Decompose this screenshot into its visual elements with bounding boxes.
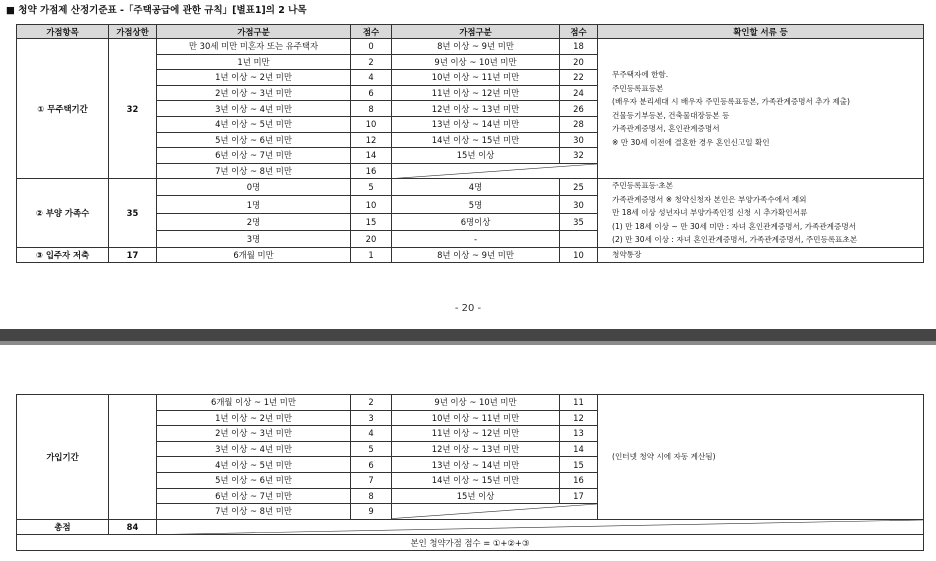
right-label: 12년 이상 ~ 13년 미만 [392, 101, 560, 117]
right-label: 11년 이상 ~ 12년 미만 [392, 85, 560, 101]
left-score: 1 [351, 247, 392, 263]
section-max [109, 395, 157, 520]
left-label: 1명 [157, 196, 351, 213]
left-label: 3년 이상 ~ 4년 미만 [157, 101, 351, 117]
doc-line: 주민등록표등본 [612, 83, 664, 93]
right-score: 15 [560, 457, 598, 473]
table-row [17, 179, 924, 196]
page-title: ■ 청약 가점제 산정기준표 -「주택공급에 관한 규칙」[별표1]의 2 나목 [6, 5, 307, 16]
right-label: 14년 이상 ~ 15년 미만 [392, 472, 560, 488]
left-label: 6개월 이상 ~ 1년 미만 [157, 395, 351, 411]
right-label: 13년 이상 ~ 14년 미만 [392, 116, 560, 132]
doc-line: 건물등기부등본, 건축물대장등본 등 [612, 110, 730, 120]
left-score: 3 [351, 410, 392, 426]
right-label: - [392, 230, 560, 247]
right-label: 12년 이상 ~ 13년 미만 [392, 441, 560, 457]
header-documents: 확인할 서류 등 [598, 25, 924, 39]
doc-line: 가족관계증명서 ※ 청약신청자 본인은 부양가족수에서 제외 [612, 194, 807, 204]
doc-line: (1) 만 18세 이상 ~ 만 30세 미만 : 자녀 혼인관계증명서, 가족관계증명서 [612, 221, 857, 231]
left-score: 5 [351, 441, 392, 457]
left-score: 12 [351, 132, 392, 148]
right-score: 12 [560, 410, 598, 426]
left-score: 8 [351, 488, 392, 504]
right-score: 17 [560, 488, 598, 504]
total-formula: 본인 청약가점 점수 = ①+②+③ [17, 535, 924, 551]
left-label: 2년 이상 ~ 3년 미만 [157, 85, 351, 101]
left-label: 4년 이상 ~ 5년 미만 [157, 116, 351, 132]
scoring-table-top [16, 24, 924, 263]
right-label: 10년 이상 ~ 11년 미만 [392, 410, 560, 426]
page-separator [0, 329, 936, 341]
left-score: 9 [351, 504, 392, 520]
right-score: 10 [560, 247, 598, 263]
section-max: 17 [109, 247, 157, 263]
right-score: 24 [560, 85, 598, 101]
section-name: ① 무주택기간 [17, 39, 109, 179]
left-label: 6년 이상 ~ 7년 미만 [157, 148, 351, 164]
right-score: 30 [560, 196, 598, 213]
right-label: 11년 이상 ~ 12년 미만 [392, 426, 560, 442]
left-label: 3년 이상 ~ 4년 미만 [157, 441, 351, 457]
right-score: 13 [560, 426, 598, 442]
left-label: 1년 이상 ~ 2년 미만 [157, 70, 351, 86]
right-score: 26 [560, 101, 598, 117]
documents-cell [598, 39, 924, 179]
right-label: 15년 이상 [392, 148, 560, 164]
table-row [17, 247, 924, 263]
right-label: 9년 이상 ~ 10년 미만 [392, 54, 560, 70]
doc-line: 가족관계증명서, 혼인관계증명서 [612, 124, 720, 134]
right-label: 10년 이상 ~ 11년 미만 [392, 70, 560, 86]
left-score: 5 [351, 179, 392, 196]
left-score: 6 [351, 85, 392, 101]
left-score: 2 [351, 54, 392, 70]
left-label: 0명 [157, 179, 351, 196]
empty-cell-diagonal [392, 163, 598, 179]
right-score: 16 [560, 472, 598, 488]
left-label: 1년 미만 [157, 54, 351, 70]
right-label: 5명 [392, 196, 560, 213]
right-label: 8년 이상 ~ 9년 미만 [392, 39, 560, 55]
table-row [17, 395, 924, 411]
header-item: 가점항목 [17, 25, 109, 39]
left-score: 8 [351, 101, 392, 117]
right-label: 9년 이상 ~ 10년 미만 [392, 395, 560, 411]
header-score: 점수 [351, 25, 392, 39]
documents-cell: 청약통장 [598, 247, 924, 263]
right-score: 20 [560, 54, 598, 70]
left-score: 4 [351, 426, 392, 442]
left-score: 14 [351, 148, 392, 164]
left-label: 7년 이상 ~ 8년 미만 [157, 504, 351, 520]
left-label: 2명 [157, 213, 351, 230]
left-score: 15 [351, 213, 392, 230]
right-label: 14년 이상 ~ 15년 미만 [392, 132, 560, 148]
left-score: 16 [351, 163, 392, 179]
doc-line: (2) 만 30세 이상 : 자녀 혼인관계증명서, 가족관계증명서, 주민등록표초본 [612, 235, 858, 245]
header-category: 가점구분 [392, 25, 560, 39]
diagonal-line [392, 164, 597, 179]
section-name: 가입기간 [17, 395, 109, 520]
doc-line: 만 18세 이상 성년자녀 부양가족인정 신청 시 추가확인서류 [612, 208, 808, 218]
empty-cell-diagonal [392, 504, 598, 520]
right-score: 32 [560, 148, 598, 164]
table-row [17, 39, 924, 55]
empty-cell-diagonal [157, 519, 924, 535]
formula-row [17, 535, 924, 551]
header-score: 점수 [560, 25, 598, 39]
left-label: 6년 이상 ~ 7년 미만 [157, 488, 351, 504]
left-label: 1년 이상 ~ 2년 미만 [157, 410, 351, 426]
section-max: 35 [109, 179, 157, 248]
left-score: 2 [351, 395, 392, 411]
table-header-row [17, 25, 924, 39]
right-score: 11 [560, 395, 598, 411]
documents-cell [598, 179, 924, 248]
left-label: 4년 이상 ~ 5년 미만 [157, 457, 351, 473]
documents-cell: (인터넷 청약 시에 자동 계산됨) [598, 395, 924, 520]
header-max: 가점상한 [109, 25, 157, 39]
left-score: 6 [351, 457, 392, 473]
right-label: 15년 이상 [392, 488, 560, 504]
doc-line: ※ 만 30세 이전에 결혼한 경우 혼인신고일 확인 [612, 137, 770, 147]
left-score: 20 [351, 230, 392, 247]
left-label: 6개월 미만 [157, 247, 351, 263]
right-score: 22 [560, 70, 598, 86]
left-label: 7년 이상 ~ 8년 미만 [157, 163, 351, 179]
header-category: 가점구분 [157, 25, 351, 39]
doc-line: 무주택자에 한함. [612, 70, 669, 80]
right-score: 30 [560, 132, 598, 148]
scoring-table-bottom [16, 394, 924, 551]
doc-line: 주민등록표등·초본 [612, 181, 674, 191]
left-label: 3명 [157, 230, 351, 247]
left-label: 2년 이상 ~ 3년 미만 [157, 426, 351, 442]
section-name: ② 부양 가족수 [17, 179, 109, 248]
left-score: 7 [351, 472, 392, 488]
diagonal-line [157, 520, 923, 535]
total-label: 총점 [17, 519, 109, 535]
total-row [17, 519, 924, 535]
right-label: 8년 이상 ~ 9년 미만 [392, 247, 560, 263]
right-score: 35 [560, 213, 598, 230]
right-label: 13년 이상 ~ 14년 미만 [392, 457, 560, 473]
left-score: 10 [351, 116, 392, 132]
right-score: 28 [560, 116, 598, 132]
left-score: 4 [351, 70, 392, 86]
section-max: 32 [109, 39, 157, 179]
diagonal-line [392, 504, 597, 519]
total-max: 84 [109, 519, 157, 535]
right-score: 25 [560, 179, 598, 196]
page-number: - 20 - [454, 303, 482, 314]
left-label: 만 30세 미만 미혼자 또는 유주택자 [157, 39, 351, 55]
right-label: 4명 [392, 179, 560, 196]
left-score: 10 [351, 196, 392, 213]
right-score [560, 230, 598, 247]
page-separator-shadow [0, 341, 936, 345]
doc-line: (배우자 분리세대 시 배우자 주민등록표등본, 가족관계증명서 추가 제출) [612, 97, 850, 107]
right-score: 14 [560, 441, 598, 457]
section-name: ③ 입주자 저축 [17, 247, 109, 263]
right-label: 6명이상 [392, 213, 560, 230]
left-label: 5년 이상 ~ 6년 미만 [157, 132, 351, 148]
left-label: 5년 이상 ~ 6년 미만 [157, 472, 351, 488]
right-score: 18 [560, 39, 598, 55]
left-score: 0 [351, 39, 392, 55]
